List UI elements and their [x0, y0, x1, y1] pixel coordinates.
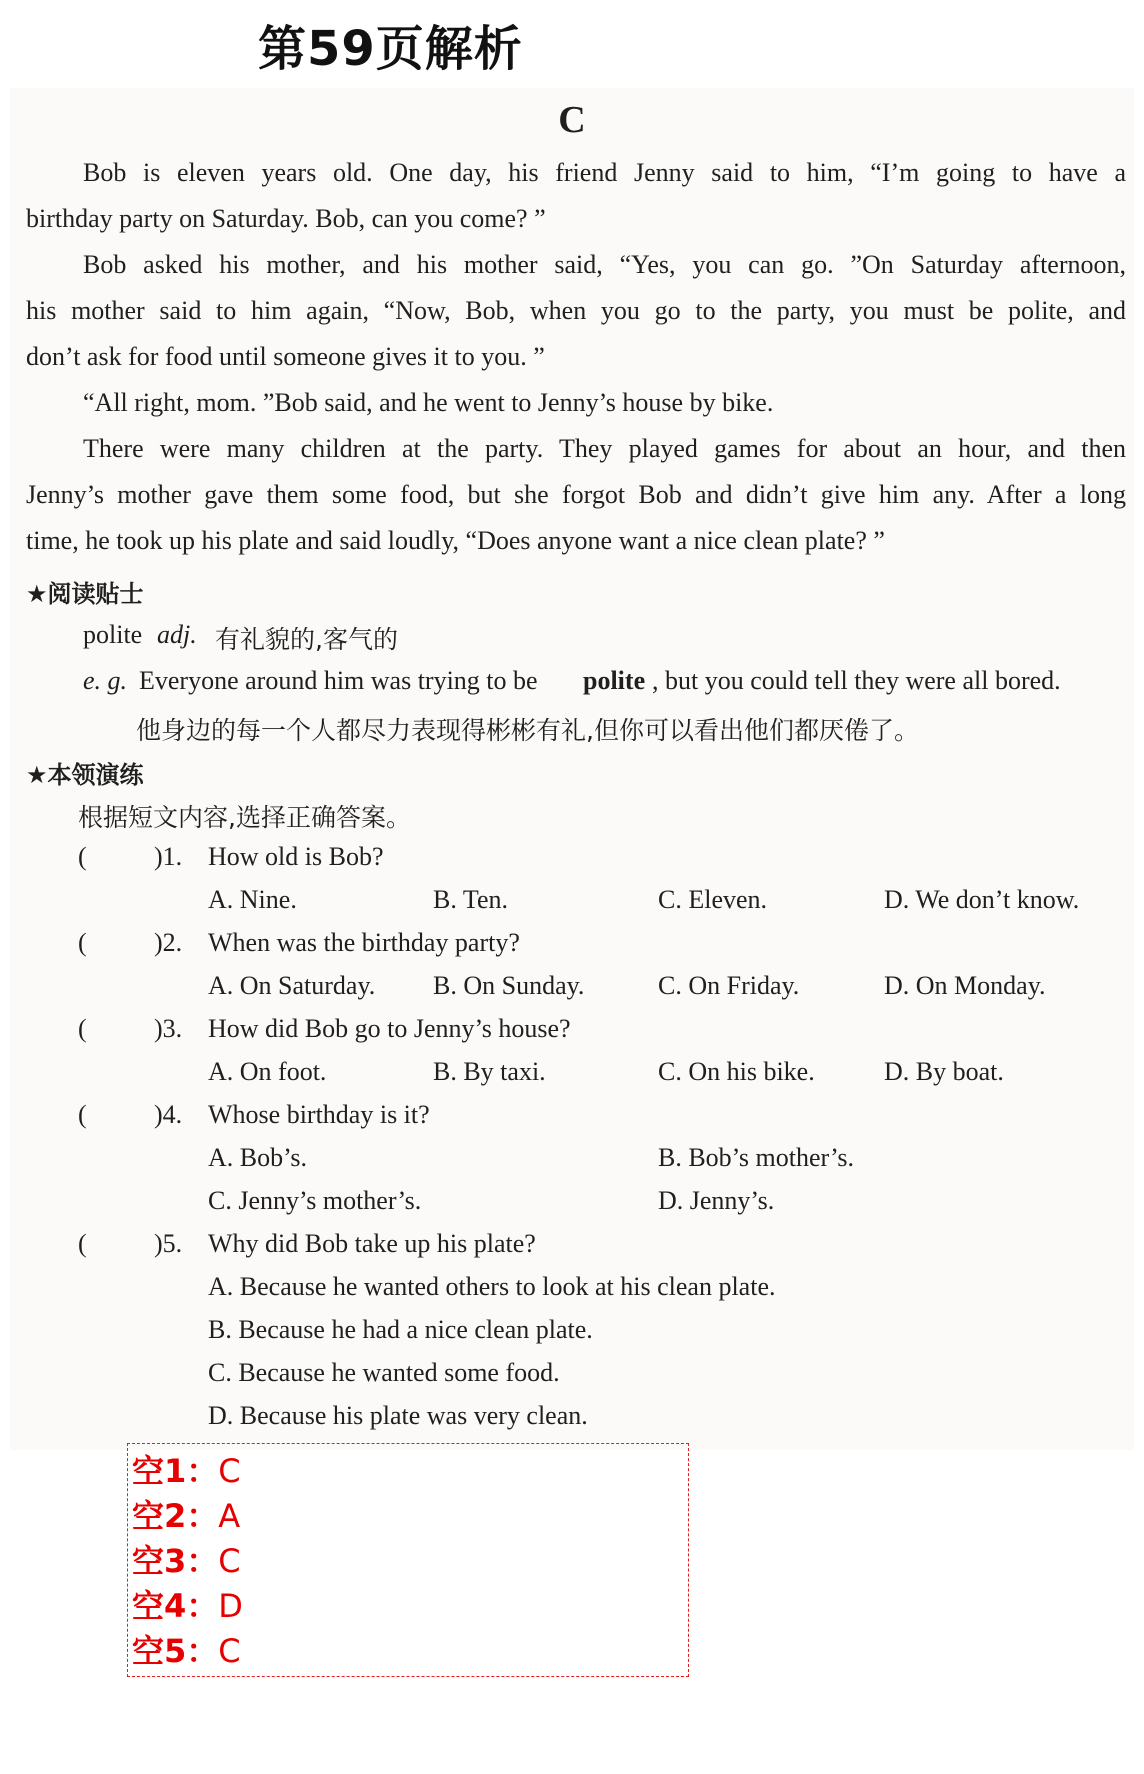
answer-label: 空1： [132, 1452, 219, 1490]
passage-label: C [558, 99, 586, 141]
question-1 [78, 842, 1138, 878]
option-b: B. Bob’s mother’s. [658, 1143, 854, 1172]
example-translation: 他身边的每一个人都尽力表现得彬彬有礼,但你可以看出他们都厌倦了。 [136, 716, 919, 745]
option-c: C. On his bike. [658, 1057, 815, 1086]
option-d: D. By boat. [884, 1057, 1004, 1086]
question-number: )5. [154, 1229, 183, 1258]
example-text-before: Everyone around him was trying to be [139, 666, 538, 695]
option-d: D. Because his plate was very clean. [208, 1401, 588, 1430]
practice-instruction: 根据短文内容,选择正确答案。 [78, 803, 411, 832]
passage-line: time, he took up his plate and said loudly, “Does anyone want a nice clean plate? ” [26, 526, 885, 555]
passage-line: “All right, mom. ”Bob said, and he went to Jenny’s house by bike. [83, 388, 774, 417]
answer-label: 空5： [132, 1632, 219, 1670]
answer-value: A [218, 1497, 241, 1535]
option-d: D. On Monday. [884, 971, 1046, 1000]
option-b: B. By taxi. [433, 1057, 546, 1086]
option-c: C. Jenny’s mother’s. [208, 1186, 422, 1215]
question-text: Whose birthday is it? [208, 1100, 430, 1129]
option-b: B. On Sunday. [433, 971, 585, 1000]
option-c: C. Because he wanted some food. [208, 1358, 560, 1387]
question-4 [78, 1100, 1138, 1136]
answer-5 [132, 1626, 241, 1670]
passage-line: don’t ask for food until someone gives it to you. ” [26, 342, 545, 371]
answer-key-box [127, 1443, 689, 1677]
answer-blank-open: ( [78, 1229, 87, 1258]
question-2 [78, 928, 1138, 964]
answer-label: 空4： [132, 1587, 219, 1625]
answer-blank-open: ( [78, 1014, 87, 1043]
page-title: 第59页解析 [258, 21, 523, 77]
answer-blank-open: ( [78, 1100, 87, 1129]
answer-1 [132, 1446, 241, 1490]
option-d: D. Jenny’s. [658, 1186, 775, 1215]
vocab-pos: adj. [157, 620, 197, 649]
answer-value: C [218, 1632, 241, 1670]
passage-line: Bob is eleven years old. One day, his friend Jenny said to him, “I’m going to have a [83, 158, 1126, 187]
option-b: B. Ten. [433, 885, 508, 914]
option-c: C. On Friday. [658, 971, 800, 1000]
question-number: )1. [154, 842, 183, 871]
option-a: A. On foot. [208, 1057, 327, 1086]
question-number: )3. [154, 1014, 183, 1043]
answer-value: C [218, 1452, 241, 1490]
passage-line: Bob asked his mother, and his mother said, “Yes, you can go. ”On Saturday afternoon, [83, 250, 1126, 279]
example-text-after: , but you could tell they were all bored. [652, 666, 1061, 695]
vocab-word: polite [83, 620, 143, 649]
answer-value: C [218, 1542, 241, 1580]
option-d: D. We don’t know. [884, 885, 1080, 914]
answer-blank-open: ( [78, 842, 87, 871]
answer-blank-open: ( [78, 928, 87, 957]
question-3 [78, 1014, 1138, 1050]
example-keyword: polite [583, 666, 646, 695]
answer-label: 空2： [132, 1497, 219, 1535]
question-number: )4. [154, 1100, 183, 1129]
passage-line: There were many children at the party. They played games for about an hour, and then [83, 434, 1126, 463]
tips-heading: ★阅读贴士 [26, 580, 144, 608]
option-a: A. Because he wanted others to look at his clean plate. [208, 1272, 776, 1301]
passage-line: Jenny’s mother gave them some food, but she forgot Bob and didn’t give him any. After a long [26, 480, 1126, 509]
answer-2 [132, 1491, 241, 1535]
question-text: Why did Bob take up his plate? [208, 1229, 536, 1258]
answer-3 [132, 1536, 241, 1580]
option-a: A. Nine. [208, 885, 297, 914]
answer-label: 空3： [132, 1542, 219, 1580]
passage-line: birthday party on Saturday. Bob, can you come? ” [26, 204, 546, 233]
passage-line: his mother said to him again, “Now, Bob, when you go to the party, you must be polite, and [26, 296, 1126, 325]
option-b: B. Because he had a nice clean plate. [208, 1315, 593, 1344]
option-c: C. Eleven. [658, 885, 768, 914]
option-a: A. Bob’s. [208, 1143, 307, 1172]
answer-4 [132, 1581, 243, 1625]
question-text: How did Bob go to Jenny’s house? [208, 1014, 571, 1043]
question-text: When was the birthday party? [208, 928, 520, 957]
question-text: How old is Bob? [208, 842, 384, 871]
question-5 [78, 1229, 1138, 1265]
example-label: e. g. [83, 666, 128, 695]
answer-value: D [218, 1587, 243, 1625]
practice-heading: ★本领演练 [26, 761, 144, 789]
option-a: A. On Saturday. [208, 971, 376, 1000]
question-number: )2. [154, 928, 183, 957]
vocab-meaning: 有礼貌的,客气的 [215, 625, 398, 654]
